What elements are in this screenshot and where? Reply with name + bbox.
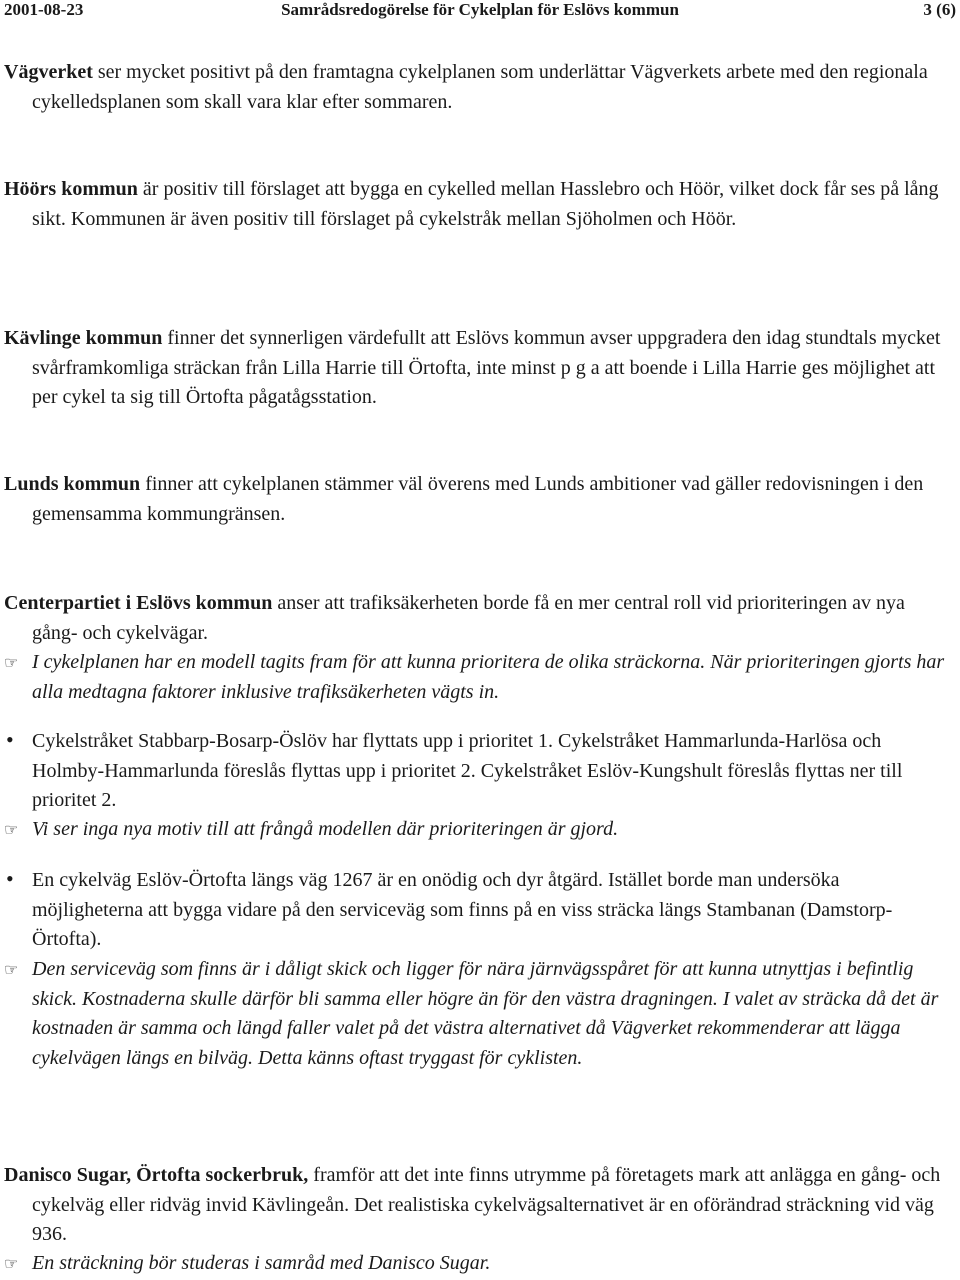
paragraph-text: ser mycket positivt på den framtagna cykelplanen som underlättar Vägverkets arbete med den regionala cykelledsplanen som skall vara klar efter sommaren. (32, 61, 928, 113)
paragraph-lead: Höörs kommun (4, 178, 138, 200)
paragraph-lead: Lunds kommun (4, 473, 141, 495)
paragraph-text: finner att cykelplanen stämmer väl överens med Lunds ambitioner vad gäller redovisningen i den gemensamma kommungränsen. (32, 473, 924, 525)
paragraph-lead: Danisco Sugar, Örtofta sockerbruk, (4, 1164, 309, 1186)
header-date: 2001-08-23 (4, 0, 84, 19)
header-page-number: 3 (6) (923, 0, 956, 19)
pointing-hand-icon: ☞ (4, 1256, 19, 1273)
paragraph-kavlinge-kommun (4, 324, 950, 413)
paragraph-text: är positiv till förslaget att bygga en cykelled mellan Hasslebro och Höör, vilket dock får ses på lång sikt. Kommunen är även positiv till förslaget på cykelstråk mellan Sjöholmen och Höör. (32, 178, 939, 230)
response-text: I cykelplanen har en modell tagits fram för att kunna prioritera de olika sträckorna. När prioriteringen gjorts har alla medtagna faktorer inklusive trafiksäkerheten vägts in. (32, 651, 945, 703)
response-item (4, 815, 950, 845)
bullet-icon: • (6, 866, 14, 891)
paragraph-lead: Kävlinge kommun (4, 327, 163, 349)
pointing-hand-icon: ☞ (4, 655, 19, 672)
paragraph-lunds-kommun (4, 470, 950, 529)
response-item (4, 1249, 950, 1279)
paragraph-text: finner det synnerligen värdefullt att Eslövs kommun avser uppgradera den idag stundtals mycket svårframkomliga sträckan från Lilla Harrie till Örtofta, inte minst p g a att boende i Lilla Harrie ges möjlighet att per cykel ta sig till Örtofta pågatågsstation. (32, 327, 941, 408)
header-title: Samrådsredogörelse för Cykelplan för Eslövs kommun (281, 0, 679, 19)
response-item (4, 955, 950, 1073)
paragraph-hoors-kommun (4, 175, 950, 234)
paragraph-lead: Vägverket (4, 61, 93, 83)
bullet-text: Cykelstråket Stabbarp-Bosarp-Öslöv har flyttats upp i prioritet 1. Cykelstråket Hammarlunda-Harlösa och Holmby-Hammarlunda föreslås flyttas upp i prioritet 2. Cykelstråket Eslöv-Kungshult föreslås flyttas ner till prioritet 2. (32, 730, 903, 811)
paragraph-text: framför att det inte finns utrymme på företagets mark att anlägga en gång- och cykelväg eller ridväg invid Kävlingeån. Det realistiska cykelvägsalternativet är en oförändrad sträckning vid väg 936. (32, 1164, 941, 1245)
pointing-hand-icon: ☞ (4, 822, 19, 839)
pointing-hand-icon: ☞ (4, 962, 19, 979)
page-header (4, 0, 956, 24)
paragraph-vagverket (4, 58, 950, 117)
response-text: En sträckning bör studeras i samråd med Danisco Sugar. (32, 1252, 491, 1274)
paragraph-lead: Centerpartiet i Eslövs kommun (4, 592, 273, 614)
response-text: Vi ser inga nya motiv till att frångå modellen där prioriteringen är gjord. (32, 818, 619, 840)
bullet-text: En cykelväg Eslöv-Örtofta längs väg 1267 är en onödig och dyr åtgärd. Istället borde man undersöka möjligheterna att bygga vidare på den serviceväg som finns på en viss sträcka längs Stambanan (Damstorp-Örtofta). (32, 869, 893, 950)
bullet-item (4, 866, 950, 955)
bullet-icon: • (6, 727, 14, 752)
response-item (4, 648, 950, 707)
bullet-item (4, 727, 950, 816)
response-text: Den serviceväg som finns är i dåligt skick och ligger för nära järnvägsspåret för att kunna utnyttjas i befintlig skick. Kostnaderna skulle därför bli samma eller högre än för den västra dragningen. I valet av sträcka då det är kostnaden är samma och längd faller valet på det västra alternativet då Vägverket rekommenderar att lägga cykelvägen längs en bilväg. Detta känns oftast tryggast för cyklisten. (32, 958, 939, 1069)
paragraph-centerpartiet (4, 589, 950, 648)
paragraph-text: anser att trafiksäkerheten borde få en mer central roll vid prioriteringen av nya gång- och cykelvägar. (32, 592, 905, 644)
paragraph-danisco-sugar (4, 1161, 950, 1250)
